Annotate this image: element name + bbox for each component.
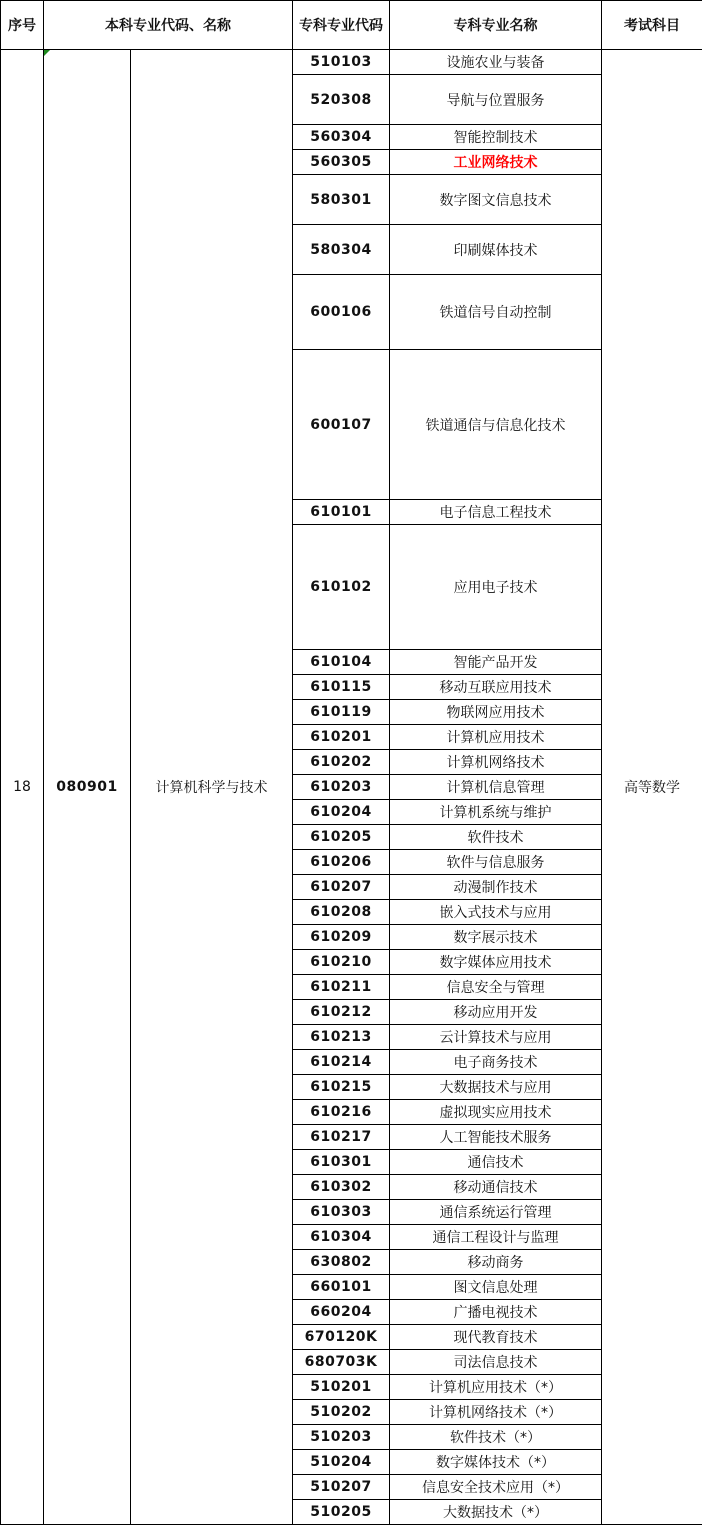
junior-major-code: 610119	[293, 700, 390, 725]
junior-major-name: 广播电视技术	[390, 1300, 602, 1325]
header-junior-code: 专科专业代码	[293, 1, 390, 50]
junior-major-name: 物联网应用技术	[390, 700, 602, 725]
junior-major-code: 510103	[293, 50, 390, 75]
junior-major-name: 导航与位置服务	[390, 75, 602, 125]
junior-major-code: 610102	[293, 525, 390, 650]
junior-major-code: 610208	[293, 900, 390, 925]
table-body	[1, 50, 702, 1525]
junior-major-code: 610204	[293, 800, 390, 825]
undergrad-major-code	[44, 50, 131, 1525]
junior-major-code: 600107	[293, 350, 390, 500]
junior-major-name: 通信技术	[390, 1150, 602, 1175]
junior-major-name: 电子商务技术	[390, 1050, 602, 1075]
exam-subject: 高等数学	[602, 50, 702, 1525]
junior-major-name: 嵌入式技术与应用	[390, 900, 602, 925]
junior-major-code: 600106	[293, 275, 390, 350]
junior-major-name: 印刷媒体技术	[390, 225, 602, 275]
junior-major-code: 610201	[293, 725, 390, 750]
junior-major-name: 铁道通信与信息化技术	[390, 350, 602, 500]
junior-major-name: 信息安全与管理	[390, 975, 602, 1000]
junior-major-code: 670120K	[293, 1325, 390, 1350]
junior-major-code: 560305	[293, 150, 390, 175]
junior-major-code: 610215	[293, 1075, 390, 1100]
junior-major-code: 510207	[293, 1475, 390, 1500]
junior-major-name: 移动通信技术	[390, 1175, 602, 1200]
junior-major-name: 数字媒体应用技术	[390, 950, 602, 975]
junior-major-name: 应用电子技术	[390, 525, 602, 650]
junior-major-name: 数字媒体技术（*）	[390, 1450, 602, 1475]
junior-major-code: 580301	[293, 175, 390, 225]
junior-major-name: 云计算技术与应用	[390, 1025, 602, 1050]
junior-major-name: 工业网络技术	[390, 150, 602, 175]
group-index: 18	[1, 50, 44, 1525]
junior-major-name: 大数据技术与应用	[390, 1075, 602, 1100]
junior-major-name: 设施农业与装备	[390, 50, 602, 75]
undergrad-major-code-text: 080901	[56, 779, 118, 795]
junior-major-code: 630802	[293, 1250, 390, 1275]
junior-major-code: 610205	[293, 825, 390, 850]
junior-major-name: 移动互联应用技术	[390, 675, 602, 700]
junior-major-name: 虚拟现实应用技术	[390, 1100, 602, 1125]
junior-major-code: 610303	[293, 1200, 390, 1225]
junior-major-code: 510202	[293, 1400, 390, 1425]
junior-major-code: 660204	[293, 1300, 390, 1325]
junior-major-code: 610104	[293, 650, 390, 675]
header-undergrad-major: 本科专业代码、名称	[44, 1, 293, 50]
junior-major-code: 610202	[293, 750, 390, 775]
junior-major-name: 计算机应用技术（*）	[390, 1375, 602, 1400]
junior-major-name: 计算机信息管理	[390, 775, 602, 800]
junior-major-code: 580304	[293, 225, 390, 275]
header-index: 序号	[1, 1, 44, 50]
junior-major-code: 610101	[293, 500, 390, 525]
header-exam-subject: 考试科目	[602, 1, 702, 50]
junior-major-code: 610214	[293, 1050, 390, 1075]
junior-major-name: 通信工程设计与监理	[390, 1225, 602, 1250]
junior-major-code: 510201	[293, 1375, 390, 1400]
junior-major-code: 510203	[293, 1425, 390, 1450]
table-row	[1, 50, 702, 75]
junior-major-code: 610210	[293, 950, 390, 975]
junior-major-code: 610115	[293, 675, 390, 700]
junior-major-name: 智能控制技术	[390, 125, 602, 150]
junior-major-code: 610302	[293, 1175, 390, 1200]
junior-major-code: 610206	[293, 850, 390, 875]
junior-major-code: 510205	[293, 1500, 390, 1525]
junior-major-name: 通信系统运行管理	[390, 1200, 602, 1225]
junior-major-code: 610216	[293, 1100, 390, 1125]
junior-major-name: 人工智能技术服务	[390, 1125, 602, 1150]
cell-comment-marker	[44, 50, 50, 56]
junior-major-name: 数字图文信息技术	[390, 175, 602, 225]
junior-major-code: 520308	[293, 75, 390, 125]
junior-major-name: 电子信息工程技术	[390, 500, 602, 525]
junior-major-code: 610217	[293, 1125, 390, 1150]
undergrad-major-name: 计算机科学与技术	[131, 50, 293, 1525]
junior-major-code: 660101	[293, 1275, 390, 1300]
junior-major-name: 大数据技术（*）	[390, 1500, 602, 1525]
junior-major-code: 610209	[293, 925, 390, 950]
junior-major-code: 610304	[293, 1225, 390, 1250]
junior-major-code: 610203	[293, 775, 390, 800]
junior-major-name: 司法信息技术	[390, 1350, 602, 1375]
junior-major-code: 610207	[293, 875, 390, 900]
junior-major-name: 计算机网络技术	[390, 750, 602, 775]
junior-major-name: 铁道信号自动控制	[390, 275, 602, 350]
junior-major-name: 移动应用开发	[390, 1000, 602, 1025]
junior-major-name: 计算机系统与维护	[390, 800, 602, 825]
junior-major-name: 图文信息处理	[390, 1275, 602, 1300]
junior-major-code: 610212	[293, 1000, 390, 1025]
junior-major-name: 软件与信息服务	[390, 850, 602, 875]
junior-major-name: 信息安全技术应用（*）	[390, 1475, 602, 1500]
junior-major-code: 610301	[293, 1150, 390, 1175]
junior-major-code: 610211	[293, 975, 390, 1000]
junior-major-name: 软件技术（*）	[390, 1425, 602, 1450]
header-row	[1, 1, 702, 50]
junior-major-code: 610213	[293, 1025, 390, 1050]
junior-major-code: 560304	[293, 125, 390, 150]
junior-major-code: 510204	[293, 1450, 390, 1475]
junior-major-name: 移动商务	[390, 1250, 602, 1275]
junior-major-name: 软件技术	[390, 825, 602, 850]
junior-major-name: 计算机应用技术	[390, 725, 602, 750]
junior-major-name: 动漫制作技术	[390, 875, 602, 900]
junior-major-name: 现代教育技术	[390, 1325, 602, 1350]
header-junior-name: 专科专业名称	[390, 1, 602, 50]
junior-major-name: 数字展示技术	[390, 925, 602, 950]
junior-major-name: 计算机网络技术（*）	[390, 1400, 602, 1425]
junior-major-code: 680703K	[293, 1350, 390, 1375]
junior-major-name: 智能产品开发	[390, 650, 602, 675]
